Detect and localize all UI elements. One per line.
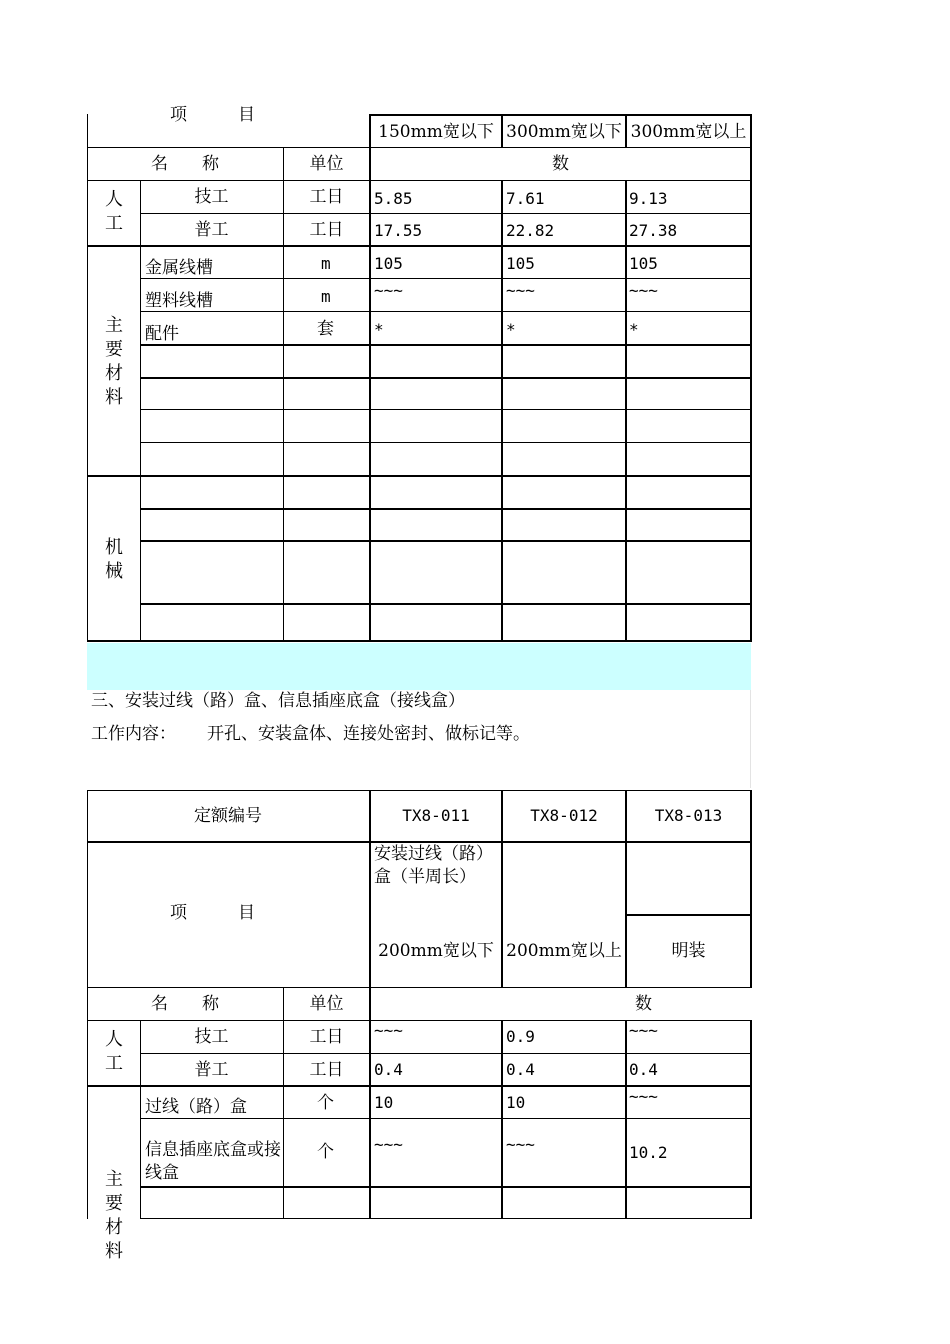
material-row-value: 10.2 — [629, 1143, 668, 1162]
grid-line — [87, 114, 88, 642]
item-header-label: 项 目 — [170, 903, 255, 923]
col-header-300-above: 300mm宽以上 — [630, 121, 747, 142]
grid-line — [369, 790, 371, 1219]
grid-line — [140, 377, 752, 379]
grid-line — [140, 311, 752, 312]
name-header: 名 称 — [151, 154, 219, 174]
material-row-name: 过线（路）盒 — [145, 1097, 247, 1117]
grid-line — [140, 409, 752, 410]
material-row-value: * — [506, 320, 516, 339]
labor-row-value: 0.4 — [374, 1060, 403, 1079]
labor-row-value: 0.9 — [506, 1027, 535, 1046]
grid-line — [140, 1118, 752, 1119]
labor-group-label: 人工 — [105, 1029, 123, 1074]
quantity-header: 数 — [552, 154, 569, 174]
material-row-value: ~~~ — [374, 1135, 403, 1154]
material-row-name: 塑料线槽 — [145, 291, 213, 311]
grid-line — [140, 442, 752, 443]
material-row-value: ~~~ — [629, 1087, 658, 1106]
unit-header: 单位 — [309, 154, 344, 174]
grid-line — [140, 1020, 141, 1219]
material-row-value: 105 — [506, 254, 535, 273]
grid-line — [140, 1218, 752, 1219]
material-row-value: ~~~ — [506, 281, 535, 300]
grid-line — [87, 640, 752, 642]
work-content-label: 工作内容： — [91, 724, 176, 744]
grid-line — [625, 114, 627, 148]
labor-row-unit: 工日 — [309, 187, 344, 207]
grid-line — [140, 1053, 752, 1054]
labor-row-value: 22.82 — [506, 221, 555, 240]
material-row-value: 10 — [374, 1093, 394, 1112]
sub-col-header: 200mm宽以上 — [506, 941, 622, 961]
material-row-unit: 个 — [317, 1142, 334, 1162]
material-row-unit: m — [321, 287, 331, 306]
machinery-group-label: 机械 — [105, 537, 123, 582]
grid-line — [140, 1186, 752, 1188]
labor-row-value: 7.61 — [506, 189, 545, 208]
grid-line — [625, 180, 627, 642]
grid-line — [87, 790, 88, 1219]
grid-line — [87, 1085, 752, 1087]
grid-line — [625, 790, 627, 987]
labor-row-value: 27.38 — [629, 221, 678, 240]
sub-col-header: 明装 — [671, 941, 706, 961]
grid-line — [140, 278, 752, 279]
grid-line — [501, 114, 503, 148]
labor-row-unit: 工日 — [309, 1027, 344, 1047]
col-header-300-below: 300mm宽以下 — [506, 121, 622, 142]
quota-number-label: 定额编号 — [194, 806, 262, 826]
work-content-text: 开孔、安装盒体、连接处密封、做标记等。 — [207, 724, 530, 744]
grid-line — [625, 1020, 627, 1219]
grid-line — [501, 790, 503, 987]
labor-row-value: 0.4 — [629, 1060, 658, 1079]
grid-line — [140, 180, 141, 642]
section-title: 三、安装过线（路）盒、信息插座底盒（接线盒） — [91, 691, 465, 711]
grid-line — [501, 1020, 503, 1219]
grid-line — [87, 1020, 752, 1021]
material-row-value: ~~~ — [506, 1135, 535, 1154]
material-row-value: 105 — [374, 254, 403, 273]
quota-code: TX8-012 — [530, 806, 598, 825]
material-row-name: 配件 — [145, 324, 179, 344]
col-header-150-below: 150mm宽以下 — [378, 121, 494, 142]
highlight-band — [87, 643, 751, 690]
quota-code: TX8-013 — [654, 806, 723, 825]
labor-row-value: 9.13 — [629, 189, 668, 208]
grid-line — [625, 914, 752, 916]
grid-line — [750, 1020, 752, 1219]
item-header-label: 项 目 — [170, 105, 255, 125]
grid-line — [87, 841, 752, 843]
sub-col-header: 200mm宽以下 — [378, 941, 494, 961]
material-group-label: 主要材料 — [105, 315, 123, 408]
labor-row-value: 5.85 — [374, 189, 413, 208]
labor-row-value: 17.55 — [374, 221, 423, 240]
unit-header: 单位 — [309, 994, 344, 1014]
grid-line — [87, 245, 752, 247]
labor-row-name: 普工 — [194, 219, 229, 240]
labor-row-value: ~~~ — [629, 1021, 658, 1040]
grid-line — [501, 180, 503, 642]
grid-line — [87, 790, 752, 791]
labor-row-name: 普工 — [194, 1059, 229, 1080]
material-row-value: * — [629, 320, 639, 339]
grid-line — [140, 540, 752, 542]
name-header: 名 称 — [151, 994, 219, 1014]
labor-row-value: ~~~ — [374, 1021, 403, 1040]
labor-group-label: 人工 — [105, 189, 123, 234]
material-group-label: 主要材料 — [105, 1169, 123, 1262]
grid-line — [369, 114, 752, 116]
labor-row-unit: 工日 — [309, 219, 344, 240]
item-main-label: 安装过线（路）盒（半周长） — [374, 844, 493, 887]
material-row-unit: 套 — [317, 319, 334, 339]
grid-line — [87, 180, 752, 181]
material-row-name: 信息插座底盒或接线盒 — [145, 1140, 281, 1183]
material-row-value: 10 — [506, 1093, 526, 1112]
labor-row-name: 技工 — [194, 187, 229, 207]
labor-row-value: 0.4 — [506, 1060, 535, 1079]
quantity-header: 数 — [635, 994, 652, 1014]
material-row-value: ~~~ — [629, 281, 658, 300]
material-row-unit: m — [321, 254, 331, 273]
material-row-value: 105 — [629, 254, 658, 273]
material-row-value: * — [374, 320, 384, 339]
labor-row-name: 技工 — [194, 1027, 229, 1047]
grid-line — [140, 603, 752, 605]
grid-line — [140, 508, 752, 510]
grid-line — [87, 147, 752, 148]
grid-line — [87, 987, 752, 988]
material-row-value: ~~~ — [374, 281, 403, 300]
material-row-unit: 个 — [317, 1093, 334, 1113]
labor-row-unit: 工日 — [309, 1059, 344, 1080]
grid-line — [750, 790, 752, 987]
material-row-name: 金属线槽 — [145, 258, 213, 278]
grid-line — [283, 987, 284, 1219]
grid-line — [140, 213, 752, 214]
grid-line — [283, 147, 284, 642]
grid-line — [140, 344, 752, 346]
grid-line — [87, 475, 752, 477]
quota-code: TX8-011 — [402, 806, 470, 825]
